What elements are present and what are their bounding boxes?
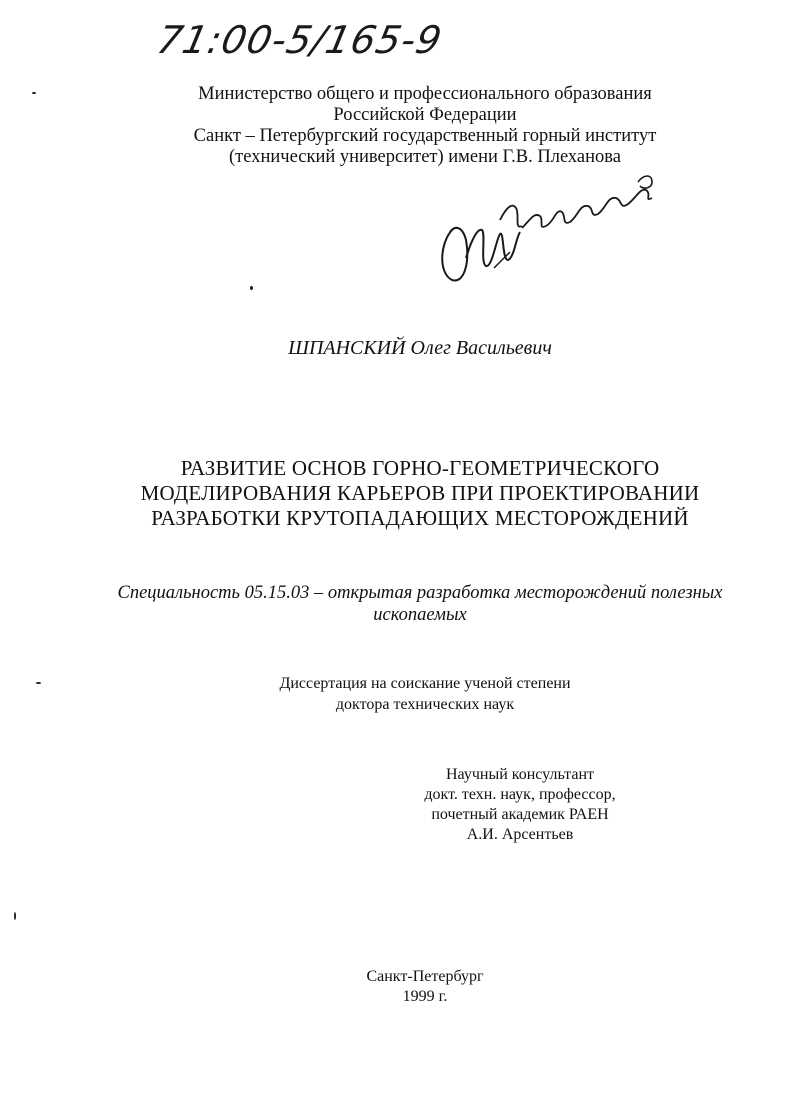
institution-header [190, 84, 660, 168]
specialty-line-2: ископаемых [373, 605, 467, 625]
degree-line-1: Диссертация на соискание ученой степени [279, 675, 571, 692]
specialty-line-1: Специальность 05.15.03 – открытая разработка месторождений полезных [117, 583, 723, 603]
dissertation-title [100, 456, 740, 531]
title-line-1: РАЗВИТИЕ ОСНОВ ГОРНО-ГЕОМЕТРИЧЕСКОГО [180, 456, 660, 480]
scan-speck [14, 912, 16, 920]
author-name: ШПАНСКИЙ Олег Васильевич [288, 337, 552, 359]
handwritten-catalog-number: 71:00-5/165-9 [153, 18, 447, 62]
scan-speck [32, 92, 36, 94]
consultant-heading: Научный консультант [446, 766, 594, 783]
title-line-3: РАЗРАБОТКИ КРУТОПАДАЮЩИХ МЕСТОРОЖДЕНИЙ [151, 506, 689, 530]
place-and-year [330, 967, 520, 1007]
scan-speck [36, 682, 41, 684]
degree-line-2: доктора технических наук [335, 696, 515, 713]
city: Санкт-Петербург [366, 968, 484, 985]
specialty [100, 582, 740, 626]
year: 1999 г. [402, 988, 448, 1005]
scientific-consultant [400, 765, 640, 845]
degree-statement [230, 673, 620, 715]
header-line-institute: Санкт – Петербургский государственный горный институт [193, 126, 657, 146]
consultant-degree: докт. техн. наук, профессор, [424, 786, 616, 803]
header-line-university: (технический университет) имени Г.В. Плеханова [229, 147, 621, 167]
scan-speck [250, 286, 253, 290]
consultant-academy: почетный академик РАЕН [431, 806, 609, 823]
header-line-ministry: Министерство общего и профессионального образования [198, 84, 652, 104]
consultant-name: А.И. Арсентьев [466, 826, 574, 843]
handwritten-signature [430, 168, 670, 298]
title-line-2: МОДЕЛИРОВАНИЯ КАРЬЕРОВ ПРИ ПРОЕКТИРОВАНИИ [140, 481, 700, 505]
header-line-country: Российской Федерации [333, 105, 517, 125]
